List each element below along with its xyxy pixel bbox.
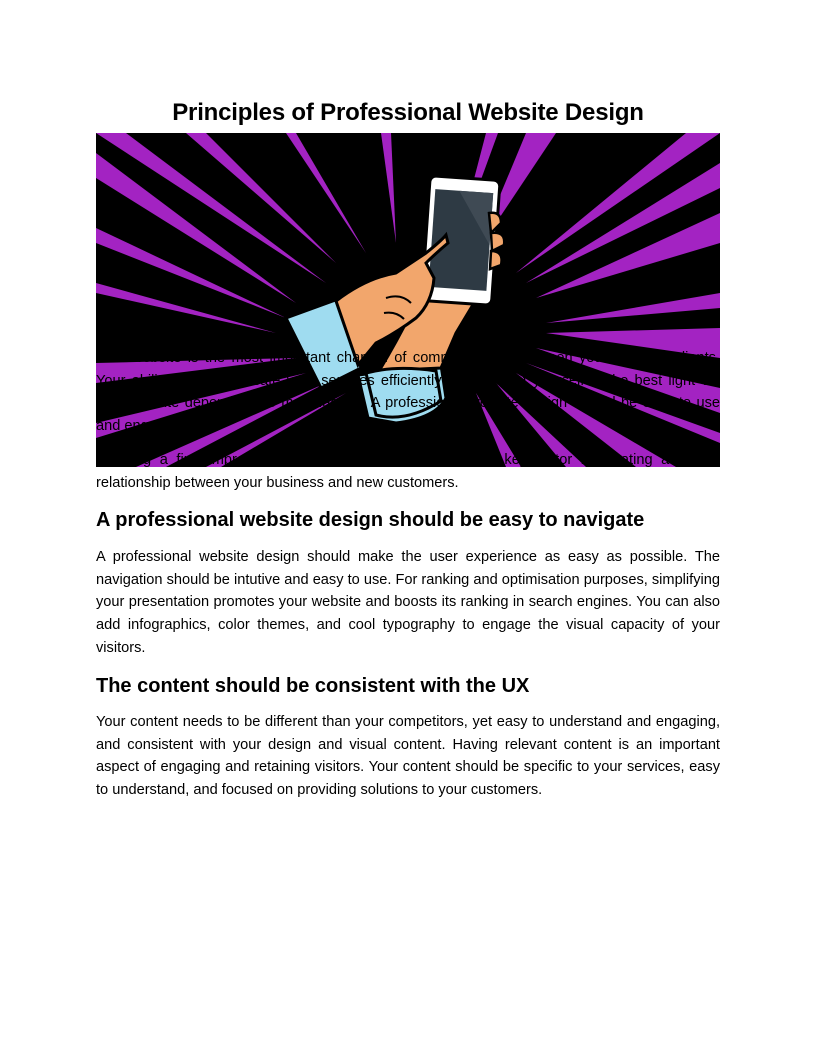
page-title: Principles of Professional Website Design bbox=[172, 99, 644, 126]
section-heading-content-ux: The content should be consistent with the UX bbox=[96, 675, 530, 697]
section-heading-navigation: A professional website design should be easy to navigate bbox=[96, 509, 645, 531]
section-body-content-ux: Your content needs to be different than your competitors, yet easy to understand and engaging, and consistent with your design and visual content. Having relevant content is an important aspect of engaging and retaining visitors. Your content should be specific to your services, easy to understand, and focused on providing solutions to your customers. bbox=[96, 714, 720, 799]
section-body-navigation: A professional website design should make the user experience as easy as possible. The navigation should be intutive and easy to use. For ranking and optimisation purposes, simplifying your presentation promotes your website and boosts its ranking in search engines. You can also add infographics, color themes, and cool typography to engage the visual capacity of your visitors. bbox=[96, 549, 720, 656]
intro-paragraph-2: Creating a first impression with your website design is a key factor in creating a lasting relationship between your business and new customers. bbox=[96, 452, 720, 491]
intro-paragraph-1: Your website is the most important channel of communication between you and your clients. Your ability to communicate your services efficiently and present yourself in the best light via your website depends on 5 main factors. A professional website design should be easy to use and engaging. bbox=[96, 350, 720, 435]
